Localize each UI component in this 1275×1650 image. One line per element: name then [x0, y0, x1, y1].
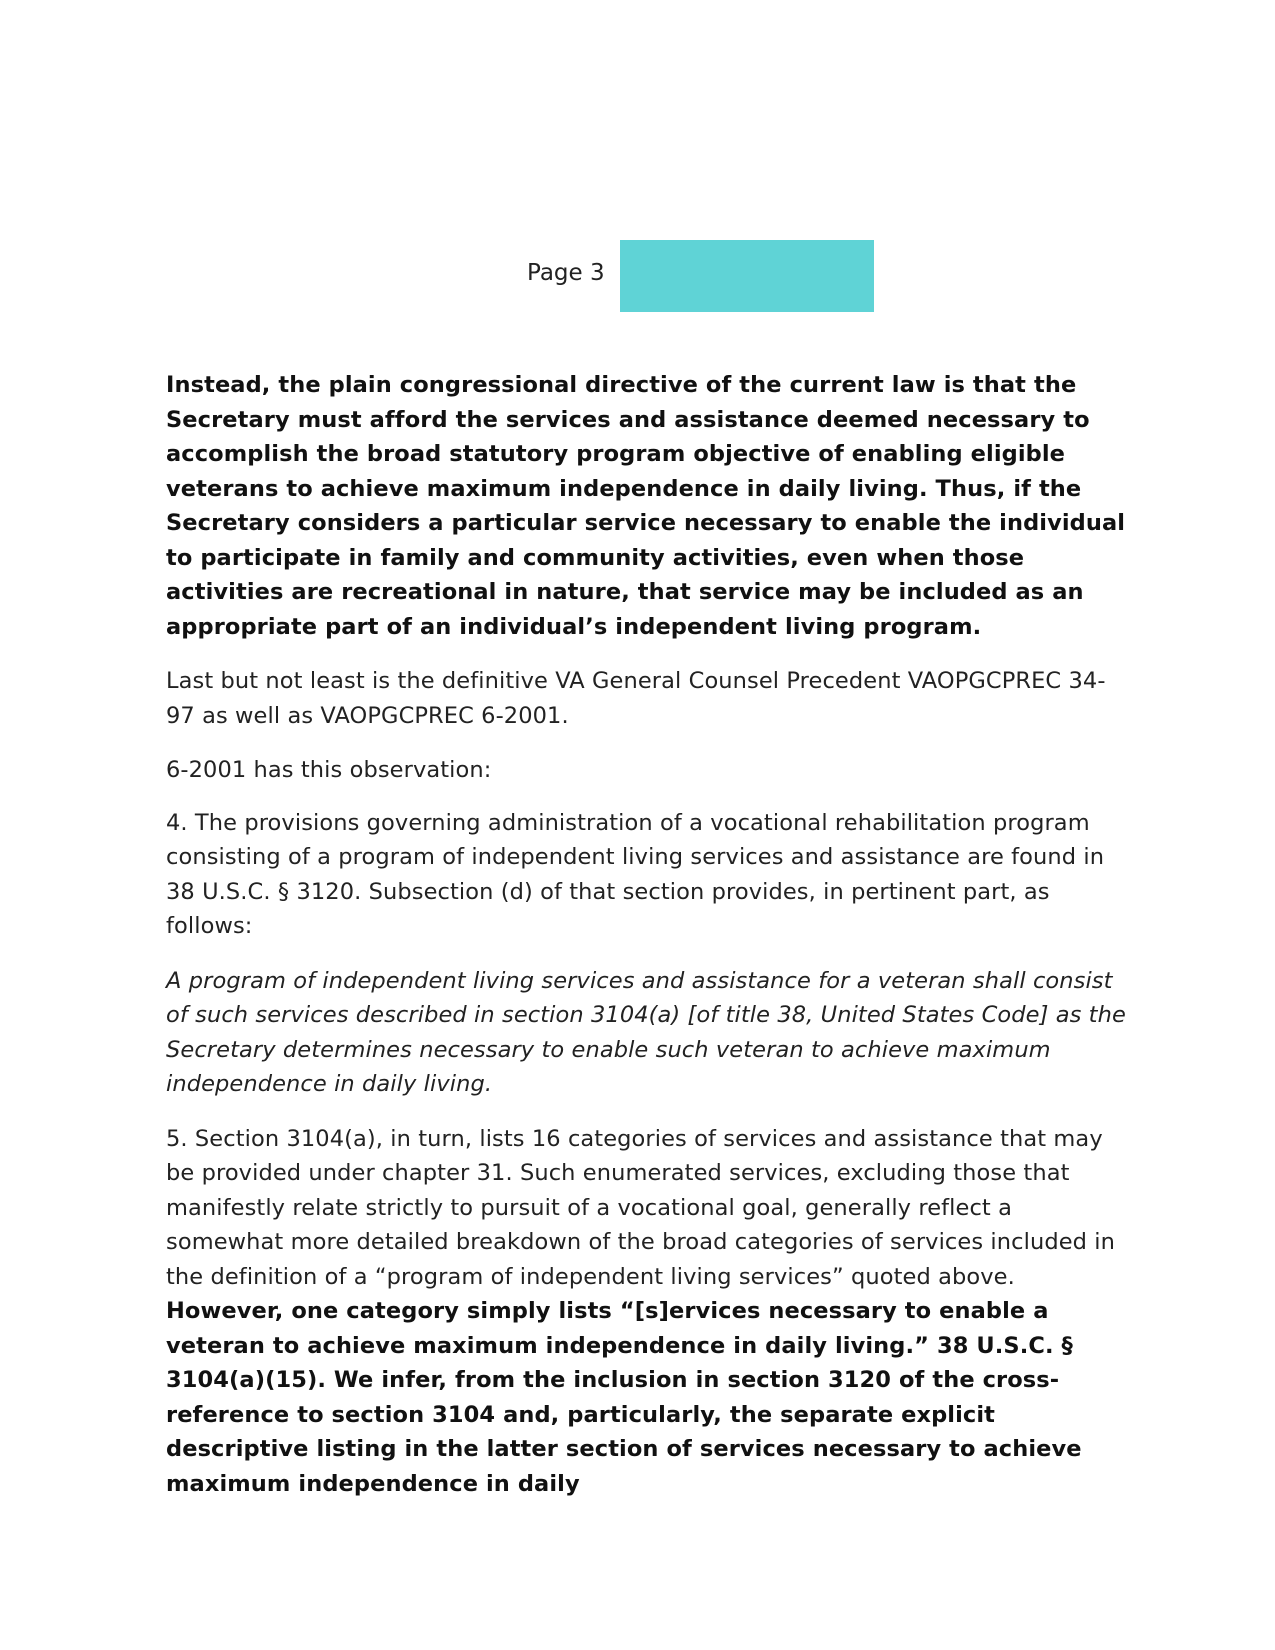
document-body: [166, 368, 1134, 1521]
page-number: Page 3: [527, 260, 605, 286]
paragraph-item-4: 4. The provisions governing administration of a vocational rehabilitation program consisting of a program of independent living services and assistance are found in 38 U.S.C. § 3120. Subsection (d) of that section provides, in pertinent part, as follows:: [166, 809, 1105, 939]
paragraph-quote: A program of independent living services and assistance for a veteran shall consist of such services described in section 3104(a) [of title 38, United States Code] as the Secretary determines necessary to enable such veteran to achieve maximum independence in daily living.: [166, 967, 1126, 1097]
paragraph-directive: Instead, the plain congressional directive of the current law is that the Secretary must afford the services and assistance deemed necessary to accomplish the broad statutory program objective of enabling eligible veterans to achieve maximum independence in daily living. Thus, if the Secretary considers a particular service necessary to enable the individual to participate in family and community activities, even when those activities are recreational in nature, that service may be included as an appropriate part of an individual’s independent living program.: [166, 372, 1126, 640]
paragraph-precedent: Last but not least is the definitive VA General Counsel Precedent VAOPGCPREC 34-97 as well as VAOPGCPREC 6-2001.: [166, 668, 1106, 729]
redaction-highlight: [620, 240, 874, 312]
page-header: [0, 240, 1275, 312]
paragraph-item-5-bold: However, one category simply lists “[s]ervices necessary to enable a veteran to achieve maximum independence in daily living.” 38 U.S.C. § 3104(a)(15). We infer, from the inclusion in section 3120 of the cross-reference to section 3104 and, particularly, the separate explicit descriptive listing in the latter section of services necessary to achieve maximum independence in daily: [166, 1298, 1082, 1497]
paragraph-item-5-plain: 5. Section 3104(a), in turn, lists 16 categories of services and assistance that may be provided under chapter 31. Such enumerated services, excluding those that manifestly relate strictly to pursuit of a vocational goal, generally reflect a somewhat more detailed breakdown of the broad categories of services included in the definition of a “program of independent living services” quoted above.: [166, 1125, 1115, 1290]
paragraph-item-5: [166, 1122, 1134, 1502]
paragraph-observation: 6-2001 has this observation:: [166, 757, 492, 783]
